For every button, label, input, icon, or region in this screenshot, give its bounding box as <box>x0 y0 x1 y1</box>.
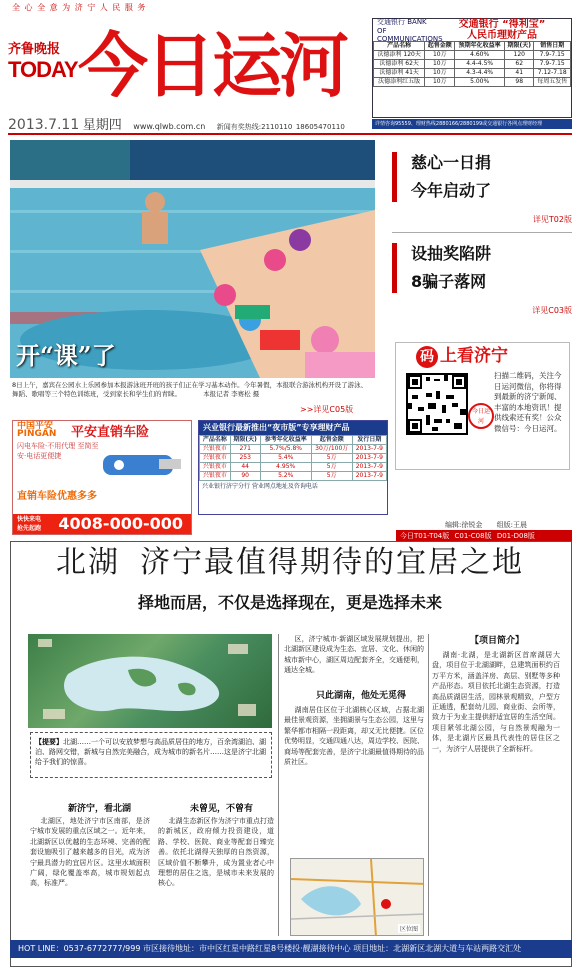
editorial-credits <box>405 520 527 530</box>
table-row <box>374 78 571 87</box>
bank-cell: 41 <box>505 69 534 78</box>
news-see[interactable]: 详见T02版 <box>532 215 572 224</box>
pingan-brand: 中国平安 PINGAN <box>17 421 57 439</box>
cib-cell: 44 <box>230 463 260 472</box>
bank-cell: 4.60% <box>455 51 505 60</box>
qr-title-mark: 码 <box>416 346 438 368</box>
cib-cell: 5万 <box>311 454 352 463</box>
summary-box <box>30 732 272 778</box>
bank-slogan-1: 交通银行 “得利宝” <box>458 19 546 30</box>
cib-cell: 2013-7-9 <box>352 463 386 472</box>
lead-photo <box>10 140 375 378</box>
cib-cell: 兴银夜市 <box>200 454 231 463</box>
bank-cell: 7.9-7.15 <box>534 51 571 60</box>
paper-name-en: TODAY <box>8 57 78 82</box>
news-headline <box>392 152 572 202</box>
column-text: 区，济宁城市·新湖区域发展规划提出，把北湖新区建设成为生态、宜居、文化、休闲的城市新中心，湖区周边配套齐全，交通便利，通达全城。 <box>284 635 424 675</box>
bank-cell: 98 <box>505 78 534 87</box>
section-heading: 新济宁，看北湖 <box>68 804 132 814</box>
aerial-map <box>28 634 272 728</box>
news-item[interactable] <box>392 243 572 316</box>
pingan-phone[interactable] <box>13 514 191 534</box>
cib-cell: 兴银夜市 <box>200 472 231 481</box>
qr-description: 扫描二维码，关注今日运河微信，你将得到最新的济宁新闻、丰富的本地资讯！提供线索还有奖！公众微信号：今日运河。 <box>494 371 562 433</box>
project-text: 湖南·北湖，是北湖新区首席湖居大盘，项目位于北湖湖畔，总建筑面积约百万平方米，涵盖洋房、高层、别墅等多种产品形态。项目依托北湖生态资源，打造高品质湖居生活，园林景观精致，户型方正通透，配套幼儿园、商业街、会所等，致力于为业主提供舒适宜居的生活空间。项目紧邻北湖公园，与自然景观融为一体，是北湖片区最具代表性的居住区之一，为济宁人居提供了全新标杆。 <box>432 651 560 753</box>
column-text: 北湖区，地处济宁市区南部，是济宁城市发展的重点区域之一。近年来，北湖新区以优越的生态环境、完善的配套设施吸引了越来越多的目光，成为济宁最具潜力的宜居片区。这里水域面积广阔，绿化覆盖率高，城市规划起点高，标准严。 <box>30 817 150 888</box>
hotline: 新闻有奖热线:2110110 <box>216 123 293 131</box>
qr-box <box>395 342 570 470</box>
cib-cell: 兴银夜市 <box>200 463 231 472</box>
cib-cell: 5.7%/5.8% <box>260 445 311 454</box>
pingan-quick: 快快来电 抢先起跑 <box>17 516 42 532</box>
news-headline-line2: 8骗子落网 <box>411 272 487 291</box>
date-line <box>8 114 345 133</box>
bank-cell: 7.12-7.18 <box>534 69 571 78</box>
feature-title-b: 济宁最值得期待的宜居之地 <box>140 545 524 580</box>
news-item[interactable] <box>392 152 572 225</box>
phone: 18605470110 <box>295 123 345 131</box>
cib-cell: 2013-7-9 <box>352 454 386 463</box>
qr-pattern <box>408 375 466 433</box>
bank-cell: 沃德添利 41天 <box>374 69 425 78</box>
pingan-phone-number: 4008-000-000 <box>58 514 183 533</box>
cib-cell: 2013-7-9 <box>352 445 386 454</box>
bank-header: 产品名称 <box>374 42 425 51</box>
tip-text: 北湖……一个可以安放梦想与高品质居住的地方，百余湾湖泊、湖泊、路网交错，新城与自然完美融合，成为城市的新名片……这是济宁北湖给予我们的惊喜。 <box>35 738 266 766</box>
pingan-ad[interactable] <box>12 420 192 535</box>
cib-cell: 5万 <box>311 472 352 481</box>
bank-footer: 详情咨询95559、理财热线2880166/2880199或交通银行各网点理财经理 <box>372 119 572 129</box>
column-divider <box>428 634 429 936</box>
bank-header: 销售日期 <box>534 42 571 51</box>
project-heading: 【项目简介】 <box>470 636 525 646</box>
bank-name: 交通银行 BANK OF COMMUNICATIONS <box>377 18 443 43</box>
cib-ad <box>198 420 388 515</box>
table-row <box>374 51 571 60</box>
pingan-title: 平安直销车险 <box>71 424 150 440</box>
bank-header: 起售金额 <box>425 42 455 51</box>
index-bar[interactable]: 今日T01-T04版 C01-C08版 D01-D08版 <box>396 530 572 542</box>
cib-cell: 2013-7-9 <box>352 472 386 481</box>
cib-cell: 5万 <box>311 463 352 472</box>
cib-cell: 253 <box>230 454 260 463</box>
photo-credit: 本报记者 李赛松 摄 <box>203 390 260 398</box>
bank-cell: 10万 <box>425 60 455 69</box>
cib-note: 兴业银行济宁分行 营业网点地址及咨询电话 <box>202 483 318 490</box>
pingan-sub: 直销车险优惠多多 <box>17 491 97 502</box>
table-row <box>374 69 571 78</box>
bank-cell: 10万 <box>425 51 455 60</box>
news-see[interactable]: 详见C03版 <box>532 306 572 315</box>
bank-cell: 沃德添利红五版 <box>374 78 425 87</box>
cib-header: 发行日期 <box>352 436 386 445</box>
pingan-slogan: 闪电车险·不用代理 至简至安·电话更便捷 <box>17 442 99 460</box>
bank-table <box>373 41 571 87</box>
cib-header: 起售金额 <box>311 436 352 445</box>
bank-cell: 7.9-7.15 <box>534 60 571 69</box>
bank-header: 预期年化收益率 <box>455 42 505 51</box>
cib-cell: 5.4% <box>260 454 311 463</box>
cib-cell: 兴银夜市 <box>200 445 231 454</box>
bank-cell: 4.3-4.4% <box>455 69 505 78</box>
cib-cell: 90 <box>230 472 260 481</box>
news-headline-line2: 今年启动了 <box>411 181 492 200</box>
qr-title <box>416 341 508 368</box>
paper-logo <box>8 38 78 100</box>
table-row <box>374 60 571 69</box>
weekday: 星期四 <box>82 118 122 133</box>
issue-date: 2013.7.11 <box>8 117 80 133</box>
cib-title: 兴业银行最新推出“夜市版”专享理财产品 <box>199 421 387 435</box>
lake-illustration <box>28 634 272 728</box>
column-divider <box>278 634 279 936</box>
bank-cell: 沃德添利 62天 <box>374 60 425 69</box>
cib-header: 参考年化收益率 <box>260 436 311 445</box>
table-row <box>200 454 387 463</box>
page-title: 今日运河 <box>78 24 346 107</box>
tip-label: 【提要】 <box>35 738 63 746</box>
bank-cell: 62 <box>505 60 534 69</box>
header-rule <box>8 133 572 135</box>
feature-subtitle: 择地而居，不仅是选择现在，更是选择未来 <box>137 593 442 612</box>
editor: 编辑:徐锐金 <box>445 521 483 529</box>
bank-cell: 10万 <box>425 69 455 78</box>
cib-cell: 30万/100万 <box>311 445 352 454</box>
bank-cell: 每周五发售 <box>534 78 571 87</box>
bank-cell: 5.00% <box>455 78 505 87</box>
bank-cell: 沃德添利 120天 <box>374 51 425 60</box>
qr-code[interactable] <box>406 373 468 435</box>
bank-ad <box>372 18 572 118</box>
cib-header: 产品名称 <box>200 436 231 445</box>
cib-cell: 4.95% <box>260 463 311 472</box>
bank-cell: 4.4-4.5% <box>455 60 505 69</box>
table-row <box>200 463 387 472</box>
photo-caption <box>12 381 372 399</box>
section-heading: 只此湖南，他处无觅得 <box>316 691 407 701</box>
section-heading: 未曾见，不曾有 <box>190 804 254 814</box>
bank-slogan-2: 人民币理财产品 <box>467 30 537 41</box>
cib-cell: 271 <box>230 445 260 454</box>
column-text: 北湖生态新区作为济宁市重点打造的新城区，政府倾力投资建设，道路、学校、医院、商业等配套日臻完善。依托北湖得天独厚的自然资源，区域价值不断攀升，成为置业者心中理想的居住之选，是城市未来发展的核心。 <box>158 817 274 888</box>
masthead-slogan: 全 心 全 意 为 济 宁 人 民 服 务 <box>12 3 147 12</box>
feature-title <box>0 541 580 585</box>
column-text: 湖南居住区位于北湖核心区域，占据北湖最佳景观资源，坐拥湖景与生态公园，这里与繁华都市相隔一段距离，却又无比便捷。区位优势明显，交通四通八达，周边学校、医院、商场等配套完善，是济宁北湖最值得期待的品质社区。 <box>284 706 424 767</box>
car-key-icon <box>103 447 183 487</box>
cib-table <box>199 435 387 481</box>
bank-cell: 120 <box>505 51 534 60</box>
news-headline-line1: 慈心一日捐 <box>411 153 492 172</box>
news-headline-line1: 设抽奖陷阱 <box>411 244 492 263</box>
feature-title-a: 北湖 <box>56 545 120 580</box>
see-page-link[interactable]: >>详见C05版 <box>300 405 354 414</box>
caption-text: 8日上午，嘉宾在公园水上乐园参加本报游泳班开班的孩子们正在学习基本动作。今年暑假，本报联合游泳机构开设了游泳、舞蹈、歌唱等三个特色训练班，受到家长和学生们的青睐。 <box>12 381 368 398</box>
divider <box>392 232 572 233</box>
map-label: 区位图 <box>399 926 418 933</box>
bank-header: 期限(天) <box>505 42 534 51</box>
designer: 组版:王晨 <box>496 521 527 529</box>
paper-name-cn: 齐鲁晚报 <box>8 42 61 57</box>
location-map[interactable] <box>290 858 424 936</box>
bank-cell: 10万 <box>425 78 455 87</box>
website: www.qlwb.com.cn <box>133 122 206 131</box>
news-headline <box>392 243 572 293</box>
table-row <box>200 472 387 481</box>
photo-label: 开“课”了 <box>16 341 116 370</box>
table-row <box>200 445 387 454</box>
footer-bar: HOT LINE：0537-6772777/999 市区接待地址：市中区红星中路红星8号楼投·靓湖接待中心 项目地址：北湖新区北湖大道与车站两路交汇处 <box>10 940 572 958</box>
cib-cell: 5.2% <box>260 472 311 481</box>
qr-title-text: 上看济宁 <box>440 346 508 366</box>
qr-badge: 今日运河 <box>468 403 494 429</box>
cib-header: 期限(天) <box>230 436 260 445</box>
